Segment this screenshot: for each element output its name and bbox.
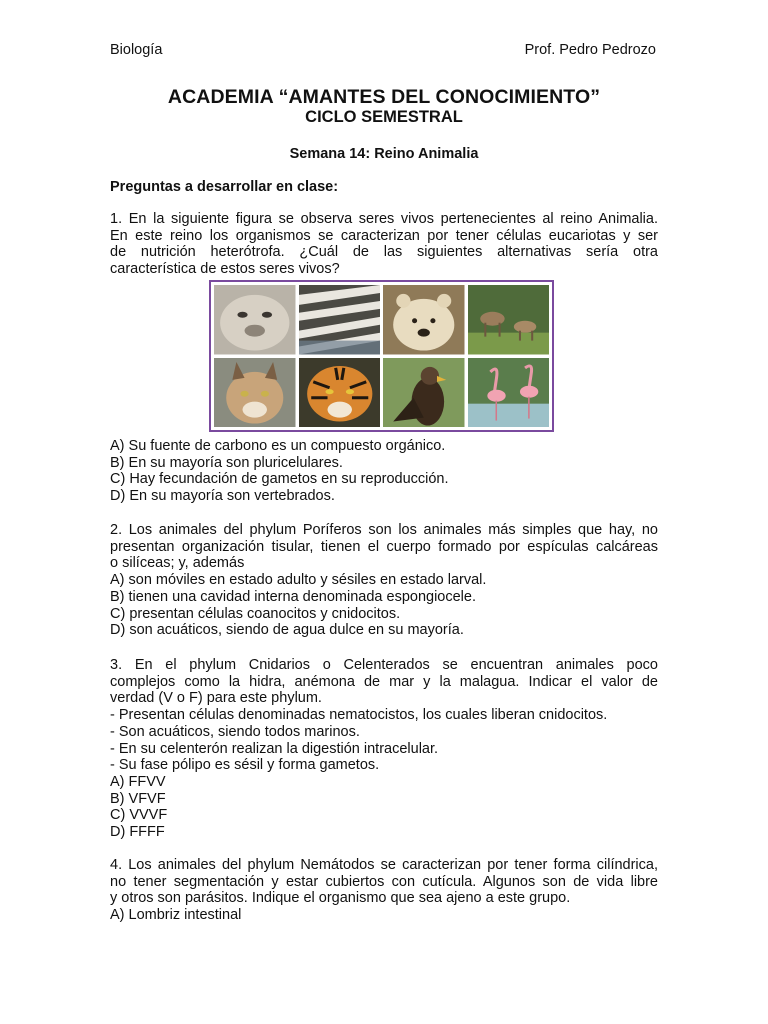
polar-bear-icon bbox=[383, 285, 465, 355]
option-d: D) FFFF bbox=[110, 824, 165, 841]
tiger-icon bbox=[299, 358, 381, 428]
lynx-icon bbox=[214, 358, 296, 428]
option-c: C) presentan células coanocitos y cnidocitos. bbox=[110, 605, 401, 622]
question-2-line: 2. Los animales del phylum Poríferos son los animales más simples que hay, no bbox=[110, 522, 658, 538]
question-2-line: presentan organización tisular, tienen el cuerpo formado por espículas calcáreas bbox=[110, 538, 658, 555]
statement: - Presentan células denominadas nematocistos, los cuales liberan cnidocitos. bbox=[110, 707, 608, 724]
question-3-line: complejos como la hidra, anémona de mar y la malagua. Indicar el valor de bbox=[110, 673, 658, 690]
section-title: Preguntas a desarrollar en clase: bbox=[110, 179, 339, 195]
option-a: A) Su fuente de carbono es un compuesto orgánico. bbox=[110, 438, 446, 454]
question-3-line: verdad (V o F) para este phylum. bbox=[110, 690, 322, 707]
flamingo-icon bbox=[468, 358, 550, 428]
option-a: A) FFVV bbox=[110, 773, 166, 790]
question-3 bbox=[110, 657, 658, 841]
subject-label: Biología bbox=[110, 42, 163, 58]
deer-icon bbox=[468, 285, 550, 355]
question-1-line: característica de estos seres vivos? bbox=[110, 261, 340, 278]
eagle-icon bbox=[383, 358, 465, 428]
question-1-options bbox=[110, 438, 658, 505]
option-a: A) Lombriz intestinal bbox=[110, 907, 242, 924]
statement: - Su fase pólipo es sésil y forma gametos. bbox=[110, 757, 380, 774]
academy-title: ACADEMIA “AMANTES DEL CONOCIMIENTO” bbox=[167, 86, 601, 108]
option-d: D) son acuáticos, siendo de agua dulce en su mayoría. bbox=[110, 622, 464, 639]
question-2-line: o silíceas; y, además bbox=[110, 555, 245, 572]
week-title: Semana 14: Reino Animalia bbox=[289, 146, 479, 162]
question-1-line: En este reino los organismos se caracterizan por tener células eucariotas y ser bbox=[110, 227, 658, 244]
statement: - En su celenterón realizan la digestión intracelular. bbox=[110, 740, 439, 757]
question-4-line: no tener segmentación y estar cubiertos con cutícula. Algunos son de vida libre bbox=[110, 873, 658, 890]
question-3-line: 3. En el phylum Cnidarios o Celenterados se encuentran animales poco bbox=[110, 657, 658, 673]
zebra-icon bbox=[299, 285, 381, 355]
option-b: B) tienen una cavidad interna denominada espongiocele. bbox=[110, 588, 476, 605]
question-4 bbox=[110, 857, 658, 924]
option-d: D) En su mayoría son vertebrados. bbox=[110, 488, 335, 505]
seal-icon bbox=[214, 285, 296, 355]
question-1-stem bbox=[110, 211, 658, 278]
question-4-line: 4. Los animales del phylum Nemátodos se caracterizan por tener forma cilíndrica, bbox=[110, 857, 658, 873]
question-4-line: y otros son parásitos. Indique el organismo que sea ajeno a este grupo. bbox=[110, 890, 571, 907]
teacher-label: Prof. Pedro Pedrozo bbox=[524, 42, 656, 58]
option-c: C) VVVF bbox=[110, 807, 168, 824]
option-b: B) En su mayoría son pluricelulares. bbox=[110, 454, 343, 471]
option-c: C) Hay fecundación de gametos en su reproducción. bbox=[110, 471, 449, 488]
option-b: B) VFVF bbox=[110, 790, 166, 807]
statement: - Son acuáticos, siendo todos marinos. bbox=[110, 723, 360, 740]
cycle-title: CICLO SEMESTRAL bbox=[305, 108, 463, 126]
option-a: A) son móviles en estado adulto y sésiles en estado larval. bbox=[110, 572, 487, 589]
page-header bbox=[110, 42, 656, 58]
question-2 bbox=[110, 522, 658, 639]
question-1-line: 1. En la siguiente figura se observa seres vivos pertenecientes al reino Animalia. bbox=[110, 211, 658, 227]
animalia-figure bbox=[209, 280, 554, 432]
question-1-line: de nutrición heterótrofa. ¿Cuál de las siguientes alternativas sería otra bbox=[110, 244, 658, 261]
